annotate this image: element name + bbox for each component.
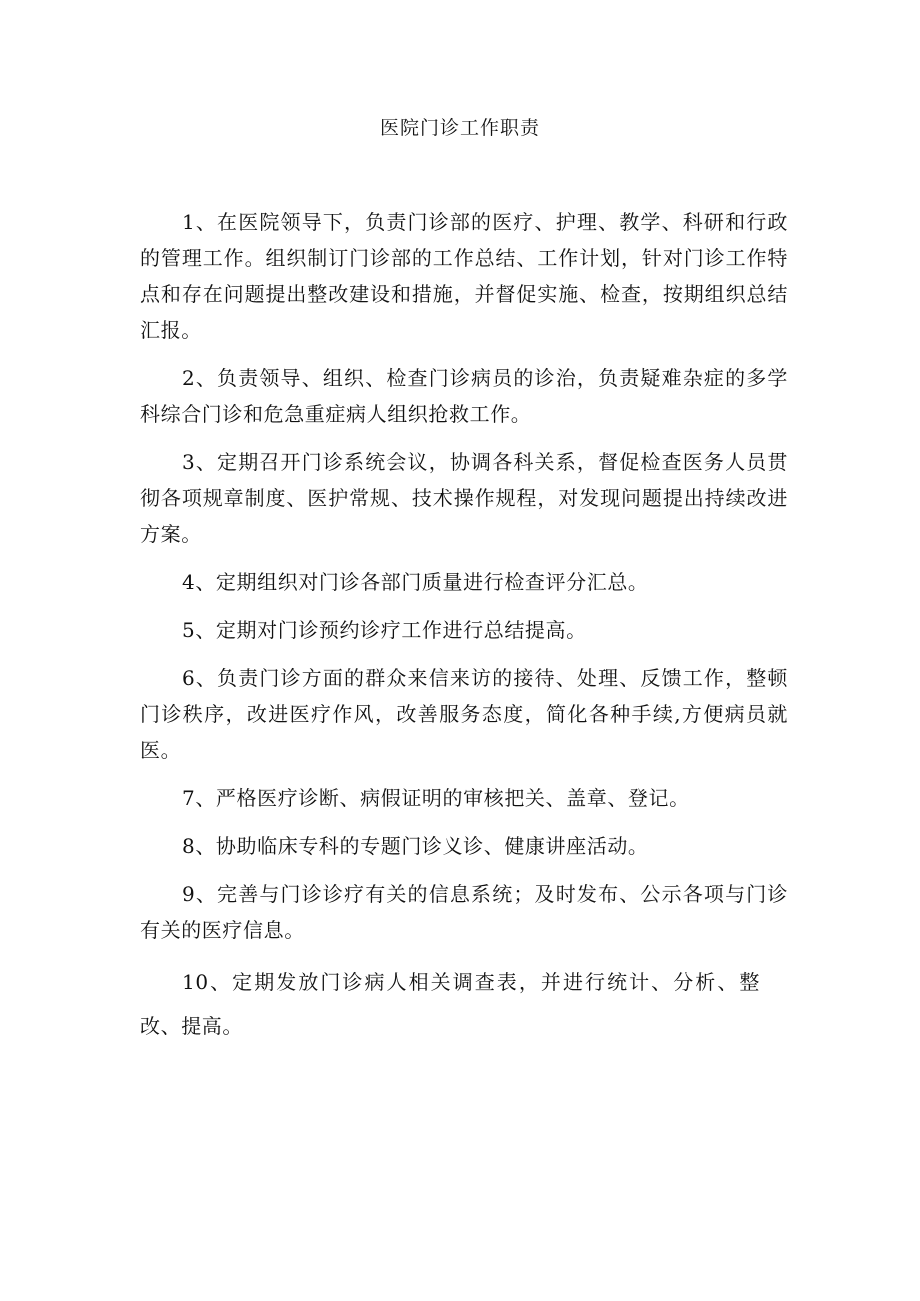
duty-paragraph-8: 8、协助临床专科的专题门诊义诊、健康讲座活动。 <box>182 834 649 858</box>
duty-paragraph-2: 2、负责领导、组织、检查门诊病员的诊治，负责疑难杂症的多学科综合门诊和危急重症病人组织抢救工作。 <box>140 366 788 426</box>
duty-paragraph-3: 3、定期召开门诊系统会议，协调各科关系，督促检查医务人员贯彻各项规章制度、医护常规、技术操作规程，对发现问题提出持续改进方案。 <box>140 450 788 546</box>
duty-paragraph-4: 4、定期组织对门诊各部门质量进行检查评分汇总。 <box>182 570 649 594</box>
duty-paragraph-5: 5、定期对门诊预约诊疗工作进行总结提高。 <box>182 618 587 642</box>
duty-paragraph-7: 7、严格医疗诊断、病假证明的审核把关、盖章、登记。 <box>182 786 690 810</box>
duty-paragraph-9: 9、完善与门诊诊疗有关的信息系统；及时发布、公示各项与门诊有关的医疗信息。 <box>140 882 788 942</box>
duty-paragraph-10: 10、定期发放门诊病人相关调查表，并进行统计、分析、整改、提高。 <box>140 970 760 1038</box>
document-body <box>140 204 788 1060</box>
duty-paragraph-6: 6、负责门诊方面的群众来信来访的接待、处理、反馈工作，整顿门诊秩序，改进医疗作风，改善服务态度，简化各种手续,方便病员就医。 <box>140 666 788 762</box>
duty-paragraph-1: 1、在医院领导下，负责门诊部的医疗、护理、教学、科研和行政的管理工作。组织制订门诊部的工作总结、工作计划，针对门诊工作特点和存在问题提出整改建设和措施，并督促实施、检查，按期组织总结汇报。 <box>140 210 788 342</box>
document-title: 医院门诊工作职责 <box>379 117 540 139</box>
